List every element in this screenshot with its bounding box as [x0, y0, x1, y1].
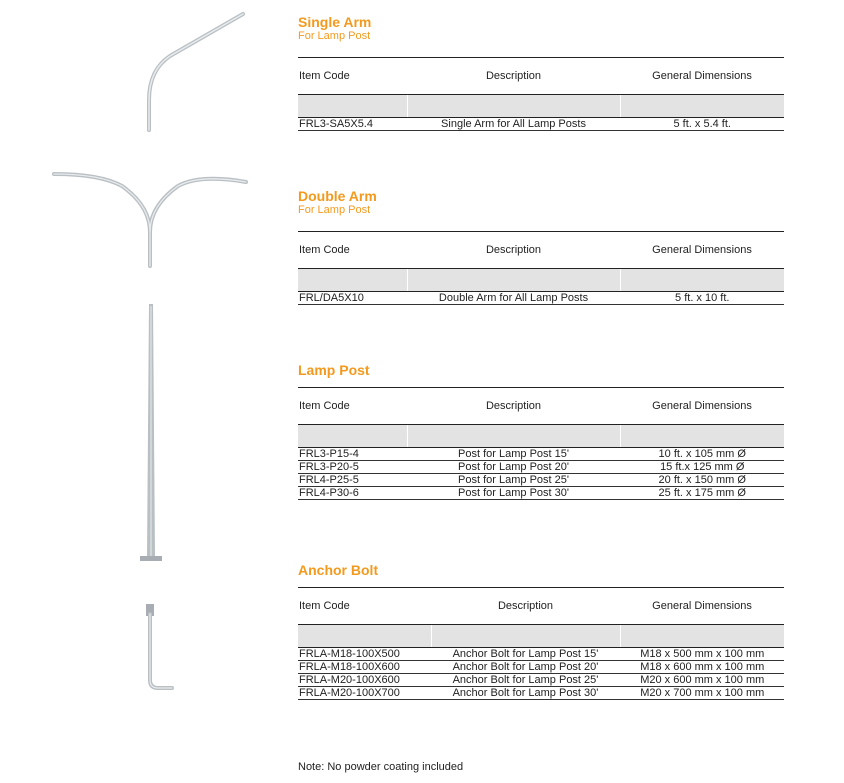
column-header-description: Description: [407, 58, 620, 95]
table-row: [298, 648, 784, 661]
description-cell: Double Arm for All Lamp Posts: [407, 292, 620, 305]
column-header-item-code: Item Code: [298, 232, 407, 269]
section-title: Anchor Bolt: [298, 562, 379, 578]
description-cell: Anchor Bolt for Lamp Post 30': [431, 687, 620, 700]
item-code-cell: FRL3-SA5X5.4: [298, 118, 407, 131]
section-title: Double Arm: [298, 188, 377, 204]
table-header-row: [298, 388, 784, 425]
section-title: Single Arm: [298, 14, 372, 30]
table-row: [298, 487, 784, 500]
dimensions-cell: 5 ft. x 10 ft.: [620, 292, 784, 305]
product-table: [298, 231, 784, 305]
item-code-cell: FRL/DA5X10: [298, 292, 407, 305]
section-anchor-bolt: [298, 562, 784, 699]
dimensions-cell: M20 x 700 mm x 100 mm: [620, 687, 784, 700]
description-cell: Single Arm for All Lamp Posts: [407, 118, 620, 131]
table-row: [298, 118, 784, 131]
table-row: [298, 461, 784, 474]
table-row: [298, 687, 784, 700]
dimensions-cell: 15 ft.x 125 mm Ø: [620, 461, 784, 474]
dimensions-cell: 10 ft. x 105 mm Ø: [620, 448, 784, 461]
description-cell: Post for Lamp Post 20': [407, 461, 620, 474]
shaded-spacer-row: [298, 95, 784, 118]
column-header-item-code: Item Code: [298, 58, 407, 95]
section-single-arm: [298, 14, 784, 130]
double-arm-image: [50, 162, 250, 270]
item-code-cell: FRL3-P20-5: [298, 461, 407, 474]
table-header-row: [298, 588, 784, 625]
column-header-dimensions: General Dimensions: [620, 232, 784, 269]
column-header-description: Description: [431, 588, 620, 625]
item-code-cell: FRL4-P25-5: [298, 474, 407, 487]
section-double-arm: [298, 188, 784, 304]
section-title: Lamp Post: [298, 362, 370, 378]
anchor-bolt-image: [138, 600, 178, 694]
column-header-description: Description: [407, 388, 620, 425]
description-cell: Anchor Bolt for Lamp Post 25': [431, 674, 620, 687]
section-subtitle: For Lamp Post: [298, 30, 371, 42]
table-row: [298, 674, 784, 687]
description-cell: Post for Lamp Post 15': [407, 448, 620, 461]
footnote: Note: No powder coating included: [298, 761, 464, 773]
description-cell: Anchor Bolt for Lamp Post 20': [431, 661, 620, 674]
single-arm-image: [140, 8, 250, 134]
shaded-spacer-row: [298, 625, 784, 648]
item-code-cell: FRLA-M18-100X600: [298, 661, 431, 674]
item-code-cell: FRL3-P15-4: [298, 448, 407, 461]
table-header-row: [298, 232, 784, 269]
dimensions-cell: 20 ft. x 150 mm Ø: [620, 474, 784, 487]
dimensions-cell: 25 ft. x 175 mm Ø: [620, 487, 784, 500]
section-subtitle: For Lamp Post: [298, 204, 371, 216]
description-cell: Post for Lamp Post 25': [407, 474, 620, 487]
column-header-dimensions: General Dimensions: [620, 588, 784, 625]
description-cell: Post for Lamp Post 30': [407, 487, 620, 500]
product-table: [298, 57, 784, 131]
product-table: [298, 387, 784, 500]
column-header-item-code: Item Code: [298, 588, 431, 625]
table-row: [298, 661, 784, 674]
column-header-item-code: Item Code: [298, 388, 407, 425]
table-row: [298, 448, 784, 461]
description-cell: Anchor Bolt for Lamp Post 15': [431, 648, 620, 661]
item-code-cell: FRLA-M18-100X500: [298, 648, 431, 661]
dimensions-cell: M18 x 600 mm x 100 mm: [620, 661, 784, 674]
product-table: [298, 587, 784, 700]
item-code-cell: FRL4-P30-6: [298, 487, 407, 500]
item-code-cell: FRLA-M20-100X600: [298, 674, 431, 687]
dimensions-cell: 5 ft. x 5.4 ft.: [620, 118, 784, 131]
table-row: [298, 292, 784, 305]
lamp-post-image: [136, 300, 166, 566]
shaded-spacer-row: [298, 269, 784, 292]
column-header-description: Description: [407, 232, 620, 269]
table-row: [298, 474, 784, 487]
dimensions-cell: M18 x 500 mm x 100 mm: [620, 648, 784, 661]
dimensions-cell: M20 x 600 mm x 100 mm: [620, 674, 784, 687]
table-header-row: [298, 58, 784, 95]
column-header-dimensions: General Dimensions: [620, 58, 784, 95]
section-lamp-post: [298, 362, 784, 499]
column-header-dimensions: General Dimensions: [620, 388, 784, 425]
shaded-spacer-row: [298, 425, 784, 448]
item-code-cell: FRLA-M20-100X700: [298, 687, 431, 700]
